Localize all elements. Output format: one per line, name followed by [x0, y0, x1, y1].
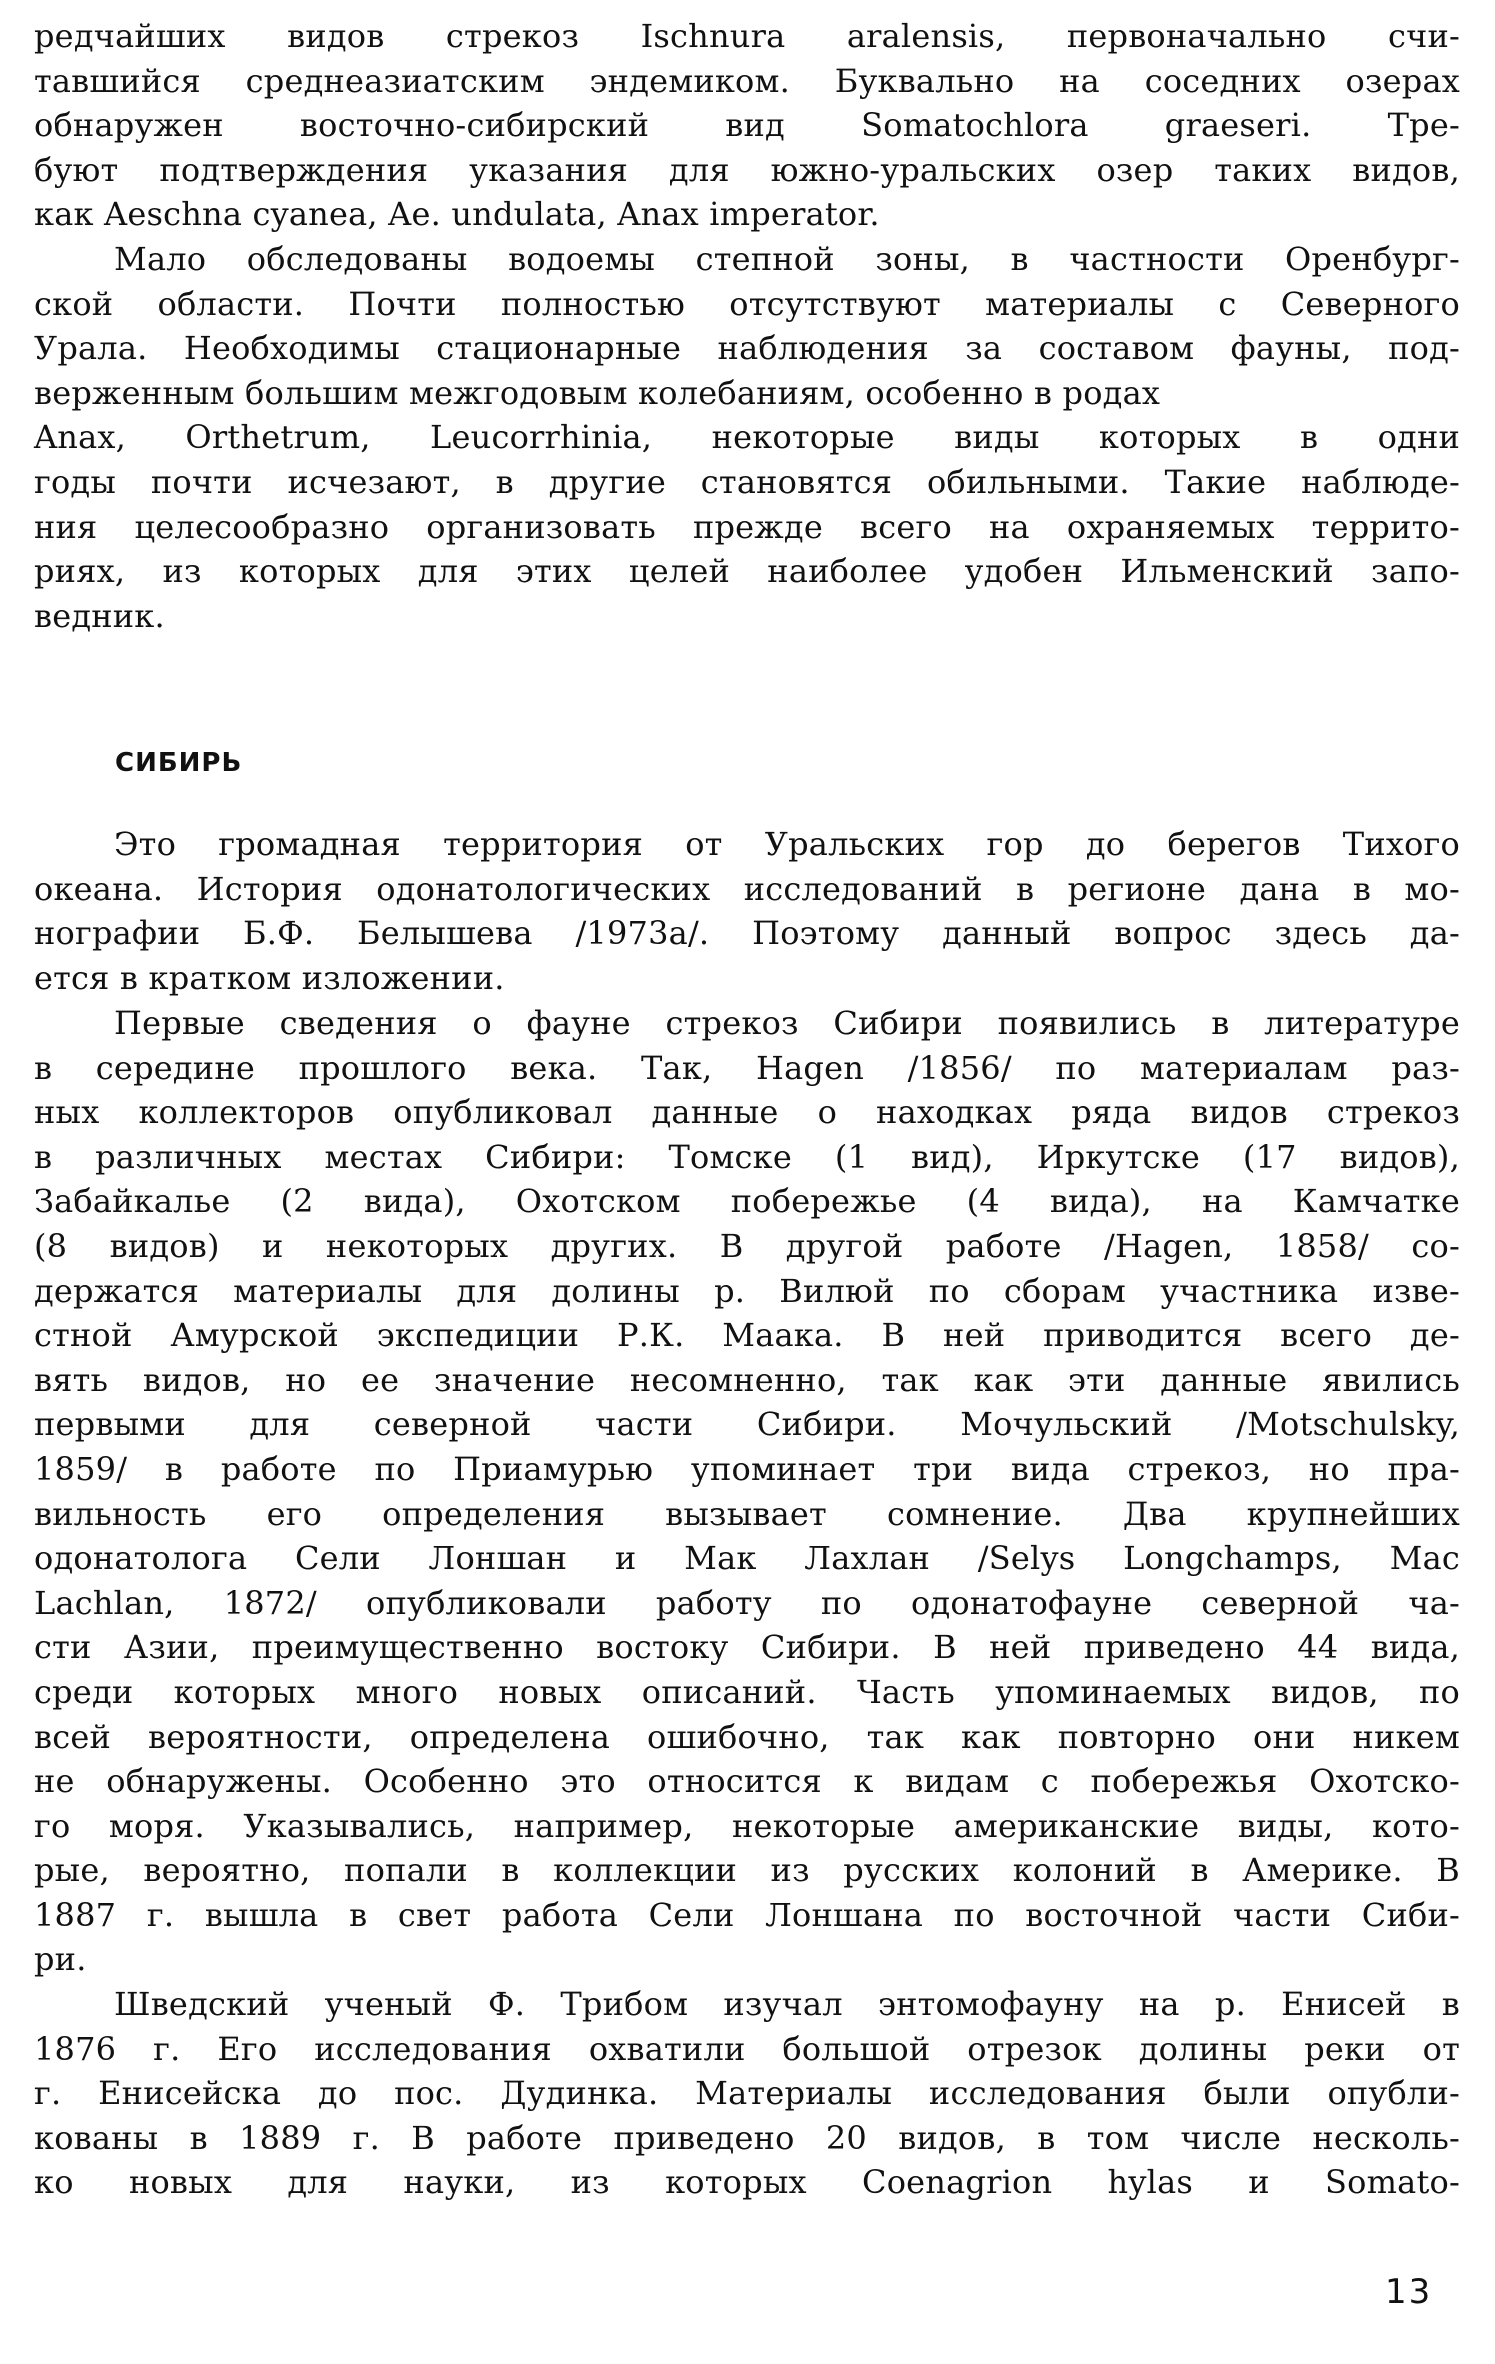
text-line: Lachlan, 1872/ опубликовали работу по одонатофауне северной ча-	[34, 1583, 1460, 1622]
text-line: рые, вероятно, попали в коллекции из русских колоний в Америке. В	[34, 1851, 1460, 1890]
text-line: держатся материалы для долины р. Вилюй по сборам участника изве-	[34, 1271, 1460, 1310]
text-line: ных коллекторов опубликовал данные о находках ряда видов стрекоз	[34, 1093, 1460, 1132]
text-line: го моря. Указывались, например, некоторые американские виды, кото-	[34, 1806, 1460, 1845]
text-line: Шведский ученый Ф. Трибом изучал энтомофауну на р. Енисей в	[114, 1985, 1460, 2023]
text-line: в различных местах Сибири: Томске (1 вид), Иркутске (17 видов),	[34, 1137, 1460, 1176]
paragraph-steppe-zone	[34, 237, 1460, 638]
text-line: годы почти исчезают, в другие становятся обильными. Такие наблюде-	[34, 462, 1460, 501]
text-line: стной Амурской экспедиции Р.К. Маака. В ней приводится всего де-	[34, 1316, 1460, 1355]
text-line: одонатолога Сели Лоншан и Мак Лахлан /Selys Longchamps, Mac	[34, 1539, 1460, 1578]
text-line: ведник.	[34, 596, 165, 635]
text-line: не обнаружены. Особенно это относится к видам с побережья Охотско-	[34, 1762, 1460, 1801]
text-line: буют подтверждения указания для южно-уральских озер таких видов,	[34, 150, 1460, 189]
text-line: как Aeschna cyanea, Ae. undulata, Anax imperator.	[34, 195, 880, 234]
text-line: верженным большим межгодовым колебаниям, особенно в родах	[34, 373, 1161, 412]
paragraph-early-research	[34, 1001, 1460, 1982]
text-line: тавшийся среднеазиатским эндемиком. Буквально на соседних озерах	[34, 61, 1460, 100]
paragraph-trybom-research	[34, 1982, 1460, 2205]
text-line: первыми для северной части Сибири. Мочульский /Motschulsky,	[34, 1405, 1460, 1444]
text-line: Урала. Необходимы стационарные наблюдения за составом фауны, под-	[34, 329, 1460, 368]
paragraph-siberia-intro	[34, 822, 1460, 1000]
text-line: ния целесообразно организовать прежде всего на охраняемых террито-	[34, 507, 1460, 546]
text-line: ется в кратком изложении.	[34, 958, 505, 997]
text-line: г. Енисейска до пос. Дудинка. Материалы исследования были опубли-	[34, 2074, 1460, 2113]
page-number: 13	[1385, 2272, 1433, 2312]
text-line: 1876 г. Его исследования охватили большой отрезок долины реки от	[34, 2029, 1460, 2068]
text-line: в середине прошлого века. Так, Hagen /1856/ по материалам раз-	[34, 1048, 1460, 1087]
text-line: 1859/ в работе по Приамурью упоминает три вида стрекоз, но пра-	[34, 1449, 1460, 1488]
text-line: Первые сведения о фауне стрекоз Сибири появились в литературе	[114, 1004, 1460, 1042]
text-line: ри.	[34, 1940, 87, 1979]
section-heading: СИБИРЬ	[115, 748, 243, 778]
text-line: риях, из которых для этих целей наиболее удобен Ильменский запо-	[34, 552, 1460, 591]
text-line: редчайших видов стрекоз Ischnura aralensis, первоначально счи-	[34, 17, 1460, 55]
text-line: нографии Б.Ф. Белышева /1973а/. Поэтому данный вопрос здесь да-	[34, 914, 1460, 953]
text-line: ко новых для науки, из которых Coenagrion hylas и Somato-	[34, 2163, 1460, 2202]
text-line: Это громадная территория от Уральских гор до берегов Тихого	[114, 825, 1460, 863]
text-line: всей вероятности, определена ошибочно, так как повторно они никем	[34, 1717, 1460, 1756]
text-line: Мало обследованы водоемы степной зоны, в частности Оренбург-	[114, 240, 1460, 278]
text-line: ской области. Почти полностью отсутствуют материалы с Северного	[34, 284, 1460, 323]
text-line: обнаружен восточно-сибирский вид Somatochlora graeseri. Тре-	[34, 106, 1460, 145]
text-line: кованы в 1889 г. В работе приведено 20 видов, в том числе несколь-	[34, 2118, 1460, 2157]
text-line: 1887 г. вышла в свет работа Сели Лоншана по восточной части Сиби-	[34, 1895, 1460, 1934]
text-line: океана. История одонатологических исследований в регионе дана в мо-	[34, 869, 1460, 908]
text-line: (8 видов) и некоторых других. В другой работе /Hagen, 1858/ со-	[34, 1226, 1460, 1265]
text-line: вять видов, но ее значение несомненно, так как эти данные явились	[34, 1360, 1460, 1399]
text-line: Забайкалье (2 вида), Охотском побережье (4 вида), на Камчатке	[34, 1182, 1460, 1221]
text-line: сти Азии, преимущественно востоку Сибири. В ней приведено 44 вида,	[34, 1628, 1460, 1667]
paragraph-lake-species	[34, 14, 1460, 237]
text-line: Anax, Orthetrum, Leucorrhinia, некоторые виды которых в одни	[34, 418, 1460, 457]
text-line: вильность его определения вызывает сомнение. Два крупнейших	[34, 1494, 1460, 1533]
text-line: среди которых много новых описаний. Часть упоминаемых видов, по	[34, 1672, 1460, 1711]
